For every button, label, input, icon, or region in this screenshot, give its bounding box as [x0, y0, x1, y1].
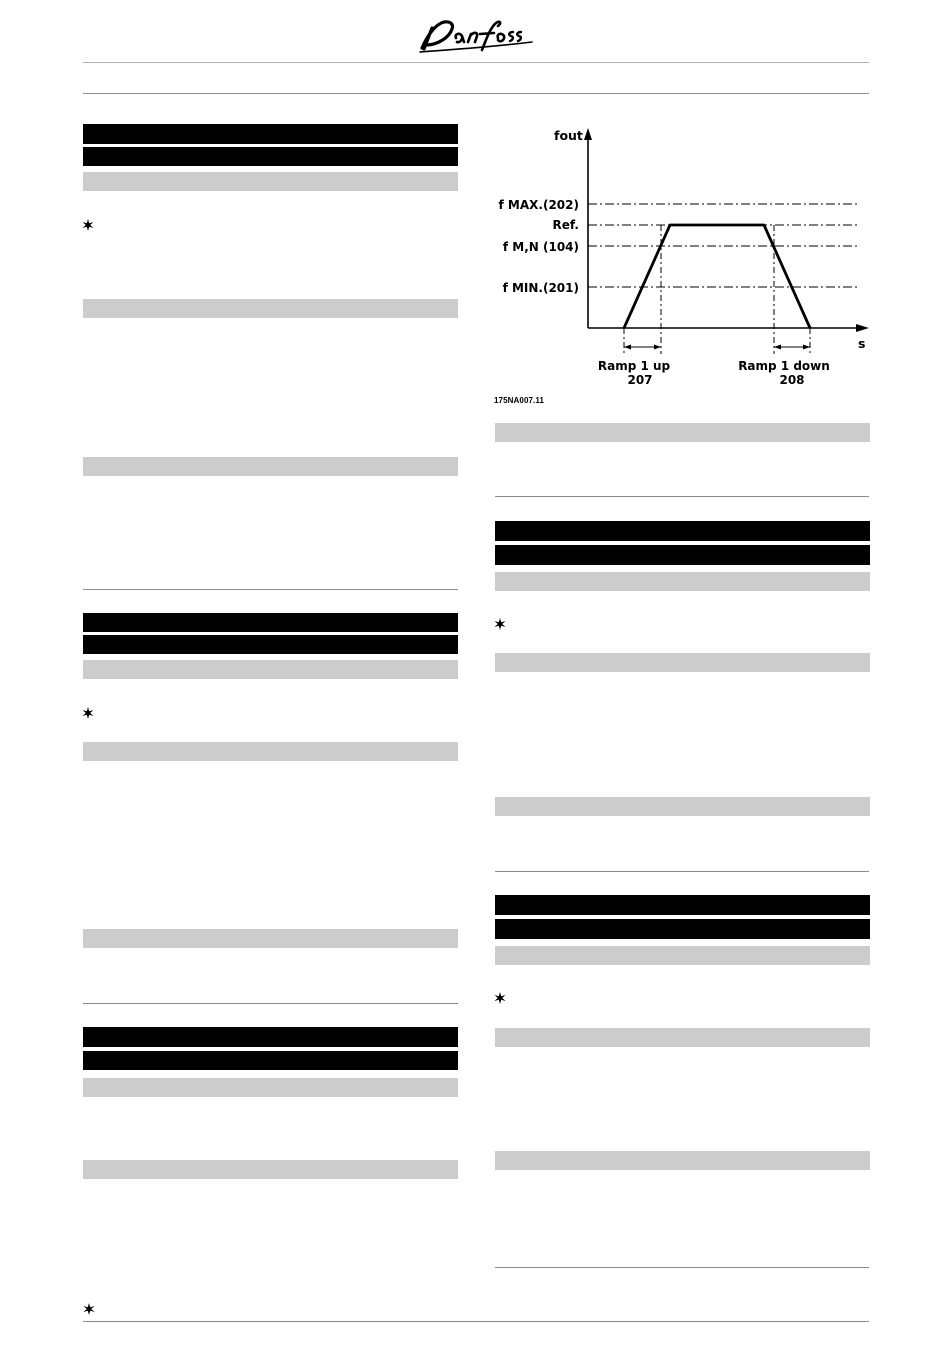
level-label-fmn: f M,N (104) [502, 240, 579, 254]
figure-id: 175NA007.11 [494, 396, 545, 405]
ramp-down-label: Ramp 1 down [738, 359, 830, 373]
section-1-subtitle-bar [83, 147, 458, 166]
section-5-title-bar [495, 521, 870, 541]
section-6-end-rule [495, 1267, 869, 1268]
footer-rule [83, 1321, 869, 1322]
star-icon [494, 618, 506, 630]
section-1-value-header [83, 172, 458, 191]
danfoss-logo [414, 14, 538, 56]
section-2-value-header [83, 660, 458, 679]
ramp-down-param: 208 [779, 373, 805, 387]
level-label-fmin: f MIN.(201) [502, 281, 579, 295]
section-3-function-header [83, 1160, 458, 1179]
section-6-description-header [495, 1151, 870, 1170]
level-label-fmax: f MAX.(202) [498, 198, 579, 212]
y-axis-arrow-icon [584, 128, 592, 140]
section-5-value-header [495, 572, 870, 591]
section-2-end-rule [83, 1003, 458, 1004]
section-4-end-rule [495, 496, 869, 497]
star-icon [83, 1303, 95, 1315]
ramp-diagram-svg [494, 120, 874, 410]
section-6-subtitle-bar [495, 919, 870, 939]
section-3-subtitle-bar [83, 1051, 458, 1070]
ramp-up-label: Ramp 1 up [597, 359, 671, 373]
section-2-description-header [83, 929, 458, 948]
section-6-title-bar [495, 895, 870, 915]
section-4-description-header [495, 423, 870, 442]
section-6-value-header [495, 946, 870, 965]
section-3-value-header [83, 1078, 458, 1097]
star-icon [82, 707, 94, 719]
section-5-subtitle-bar [495, 545, 870, 565]
ramp-diagram [494, 120, 874, 410]
header-rule-top [83, 62, 869, 63]
section-2-function-header [83, 742, 458, 761]
section-2-title-bar [83, 613, 458, 632]
section-3-title-bar [83, 1027, 458, 1047]
y-axis-label: fout [554, 128, 583, 143]
danfoss-logo-mark [414, 14, 538, 56]
section-5-function-header [495, 653, 870, 672]
section-1-function-header [83, 299, 458, 318]
ramp-up-param: 207 [627, 373, 653, 387]
star-icon [494, 992, 506, 1004]
section-2-subtitle-bar [83, 635, 458, 654]
x-axis-label: s [858, 336, 866, 351]
x-axis-arrow-icon [856, 324, 869, 332]
ramp-profile [624, 225, 810, 328]
section-6-function-header [495, 1028, 870, 1047]
section-5-end-rule [495, 871, 869, 872]
section-1-description-header [83, 457, 458, 476]
level-label-ref: Ref. [552, 218, 579, 232]
header-rule-bottom [83, 93, 869, 94]
section-5-description-header [495, 797, 870, 816]
star-icon [82, 219, 94, 231]
section-1-title-bar [83, 124, 458, 144]
section-1-end-rule [83, 589, 458, 590]
